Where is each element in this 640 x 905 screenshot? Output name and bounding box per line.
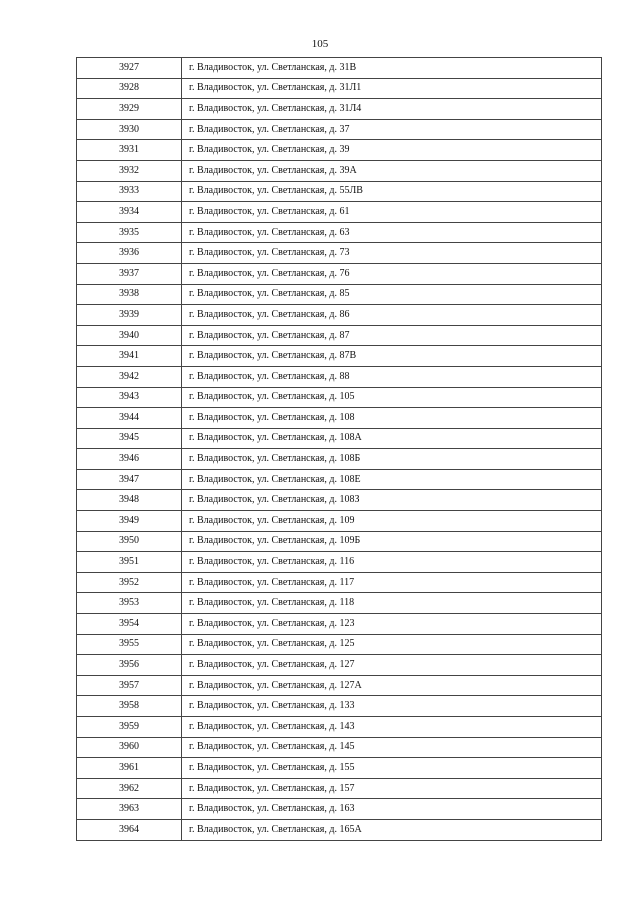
table-row: [77, 78, 602, 99]
address-cell: г. Владивосток, ул. Светланская, д. 145: [182, 737, 602, 758]
address-cell: г. Владивосток, ул. Светланская, д. 155: [182, 758, 602, 779]
row-number-cell: 3945: [77, 428, 182, 449]
row-number-cell: 3950: [77, 531, 182, 552]
address-cell: г. Владивосток, ул. Светланская, д. 31Л4: [182, 99, 602, 120]
address-cell: г. Владивосток, ул. Светланская, д. 109: [182, 511, 602, 532]
table-row: [77, 778, 602, 799]
address-cell: г. Владивосток, ул. Светланская, д. 39: [182, 140, 602, 161]
table-row: [77, 614, 602, 635]
table-row: [77, 737, 602, 758]
address-cell: г. Владивосток, ул. Светланская, д. 85: [182, 284, 602, 305]
address-cell: г. Владивосток, ул. Светланская, д. 61: [182, 202, 602, 223]
address-table: [76, 57, 602, 841]
address-cell: г. Владивосток, ул. Светланская, д. 39А: [182, 160, 602, 181]
row-number-cell: 3956: [77, 655, 182, 676]
table-row: [77, 119, 602, 140]
table-row: [77, 469, 602, 490]
address-cell: г. Владивосток, ул. Светланская, д. 117: [182, 572, 602, 593]
row-number-cell: 3939: [77, 305, 182, 326]
row-number-cell: 3957: [77, 675, 182, 696]
address-cell: г. Владивосток, ул. Светланская, д. 108: [182, 408, 602, 429]
table-row: [77, 552, 602, 573]
table-row: [77, 263, 602, 284]
table-row: [77, 511, 602, 532]
row-number-cell: 3952: [77, 572, 182, 593]
address-cell: г. Владивосток, ул. Светланская, д. 143: [182, 717, 602, 738]
address-cell: г. Владивосток, ул. Светланская, д. 108З: [182, 490, 602, 511]
row-number-cell: 3963: [77, 799, 182, 820]
row-number-cell: 3928: [77, 78, 182, 99]
address-cell: г. Владивосток, ул. Светланская, д. 109Б: [182, 531, 602, 552]
row-number-cell: 3946: [77, 449, 182, 470]
table-row: [77, 490, 602, 511]
address-cell: г. Владивосток, ул. Светланская, д. 87: [182, 325, 602, 346]
table-row: [77, 366, 602, 387]
row-number-cell: 3931: [77, 140, 182, 161]
table-row: [77, 305, 602, 326]
table-row: [77, 181, 602, 202]
table-row: [77, 449, 602, 470]
address-cell: г. Владивосток, ул. Светланская, д. 63: [182, 222, 602, 243]
table-row: [77, 655, 602, 676]
row-number-cell: 3937: [77, 263, 182, 284]
table-row: [77, 99, 602, 120]
table-row: [77, 758, 602, 779]
row-number-cell: 3935: [77, 222, 182, 243]
address-cell: г. Владивосток, ул. Светланская, д. 88: [182, 366, 602, 387]
address-cell: г. Владивосток, ул. Светланская, д. 108А: [182, 428, 602, 449]
page-number: 105: [311, 38, 329, 50]
address-cell: г. Владивосток, ул. Светланская, д. 116: [182, 552, 602, 573]
table-row: [77, 58, 602, 79]
row-number-cell: 3960: [77, 737, 182, 758]
table-row: [77, 387, 602, 408]
row-number-cell: 3955: [77, 634, 182, 655]
table-row: [77, 222, 602, 243]
address-cell: г. Владивосток, ул. Светланская, д. 127: [182, 655, 602, 676]
address-cell: г. Владивосток, ул. Светланская, д. 118: [182, 593, 602, 614]
row-number-cell: 3933: [77, 181, 182, 202]
table-row: [77, 572, 602, 593]
row-number-cell: 3943: [77, 387, 182, 408]
address-cell: г. Владивосток, ул. Светланская, д. 73: [182, 243, 602, 264]
table-row: [77, 325, 602, 346]
address-cell: г. Владивосток, ул. Светланская, д. 157: [182, 778, 602, 799]
row-number-cell: 3942: [77, 366, 182, 387]
address-cell: г. Владивосток, ул. Светланская, д. 87В: [182, 346, 602, 367]
table-row: [77, 634, 602, 655]
address-cell: г. Владивосток, ул. Светланская, д. 31В: [182, 58, 602, 79]
address-cell: г. Владивосток, ул. Светланская, д. 31Л1: [182, 78, 602, 99]
address-cell: г. Владивосток, ул. Светланская, д. 165А: [182, 819, 602, 840]
row-number-cell: 3953: [77, 593, 182, 614]
address-cell: г. Владивосток, ул. Светланская, д. 105: [182, 387, 602, 408]
table-row: [77, 202, 602, 223]
row-number-cell: 3951: [77, 552, 182, 573]
address-cell: г. Владивосток, ул. Светланская, д. 123: [182, 614, 602, 635]
row-number-cell: 3936: [77, 243, 182, 264]
address-table-body: [77, 58, 602, 841]
table-row: [77, 531, 602, 552]
row-number-cell: 3944: [77, 408, 182, 429]
row-number-cell: 3930: [77, 119, 182, 140]
table-row: [77, 140, 602, 161]
table-row: [77, 284, 602, 305]
address-cell: г. Владивосток, ул. Светланская, д. 86: [182, 305, 602, 326]
row-number-cell: 3958: [77, 696, 182, 717]
row-number-cell: 3929: [77, 99, 182, 120]
address-cell: г. Владивосток, ул. Светланская, д. 133: [182, 696, 602, 717]
row-number-cell: 3947: [77, 469, 182, 490]
address-cell: г. Владивосток, ул. Светланская, д. 55ЛВ: [182, 181, 602, 202]
row-number-cell: 3964: [77, 819, 182, 840]
table-row: [77, 346, 602, 367]
row-number-cell: 3962: [77, 778, 182, 799]
row-number-cell: 3954: [77, 614, 182, 635]
row-number-cell: 3927: [77, 58, 182, 79]
address-cell: г. Владивосток, ул. Светланская, д. 163: [182, 799, 602, 820]
address-cell: г. Владивосток, ул. Светланская, д. 127А: [182, 675, 602, 696]
row-number-cell: 3938: [77, 284, 182, 305]
row-number-cell: 3940: [77, 325, 182, 346]
table-row: [77, 675, 602, 696]
row-number-cell: 3934: [77, 202, 182, 223]
address-cell: г. Владивосток, ул. Светланская, д. 108Е: [182, 469, 602, 490]
table-row: [77, 428, 602, 449]
table-row: [77, 593, 602, 614]
address-cell: г. Владивосток, ул. Светланская, д. 125: [182, 634, 602, 655]
table-row: [77, 799, 602, 820]
row-number-cell: 3959: [77, 717, 182, 738]
table-row: [77, 243, 602, 264]
row-number-cell: 3949: [77, 511, 182, 532]
table-row: [77, 819, 602, 840]
row-number-cell: 3948: [77, 490, 182, 511]
table-row: [77, 160, 602, 181]
table-row: [77, 408, 602, 429]
row-number-cell: 3932: [77, 160, 182, 181]
address-cell: г. Владивосток, ул. Светланская, д. 37: [182, 119, 602, 140]
address-cell: г. Владивосток, ул. Светланская, д. 108Б: [182, 449, 602, 470]
row-number-cell: 3941: [77, 346, 182, 367]
table-row: [77, 696, 602, 717]
row-number-cell: 3961: [77, 758, 182, 779]
table-row: [77, 717, 602, 738]
address-cell: г. Владивосток, ул. Светланская, д. 76: [182, 263, 602, 284]
